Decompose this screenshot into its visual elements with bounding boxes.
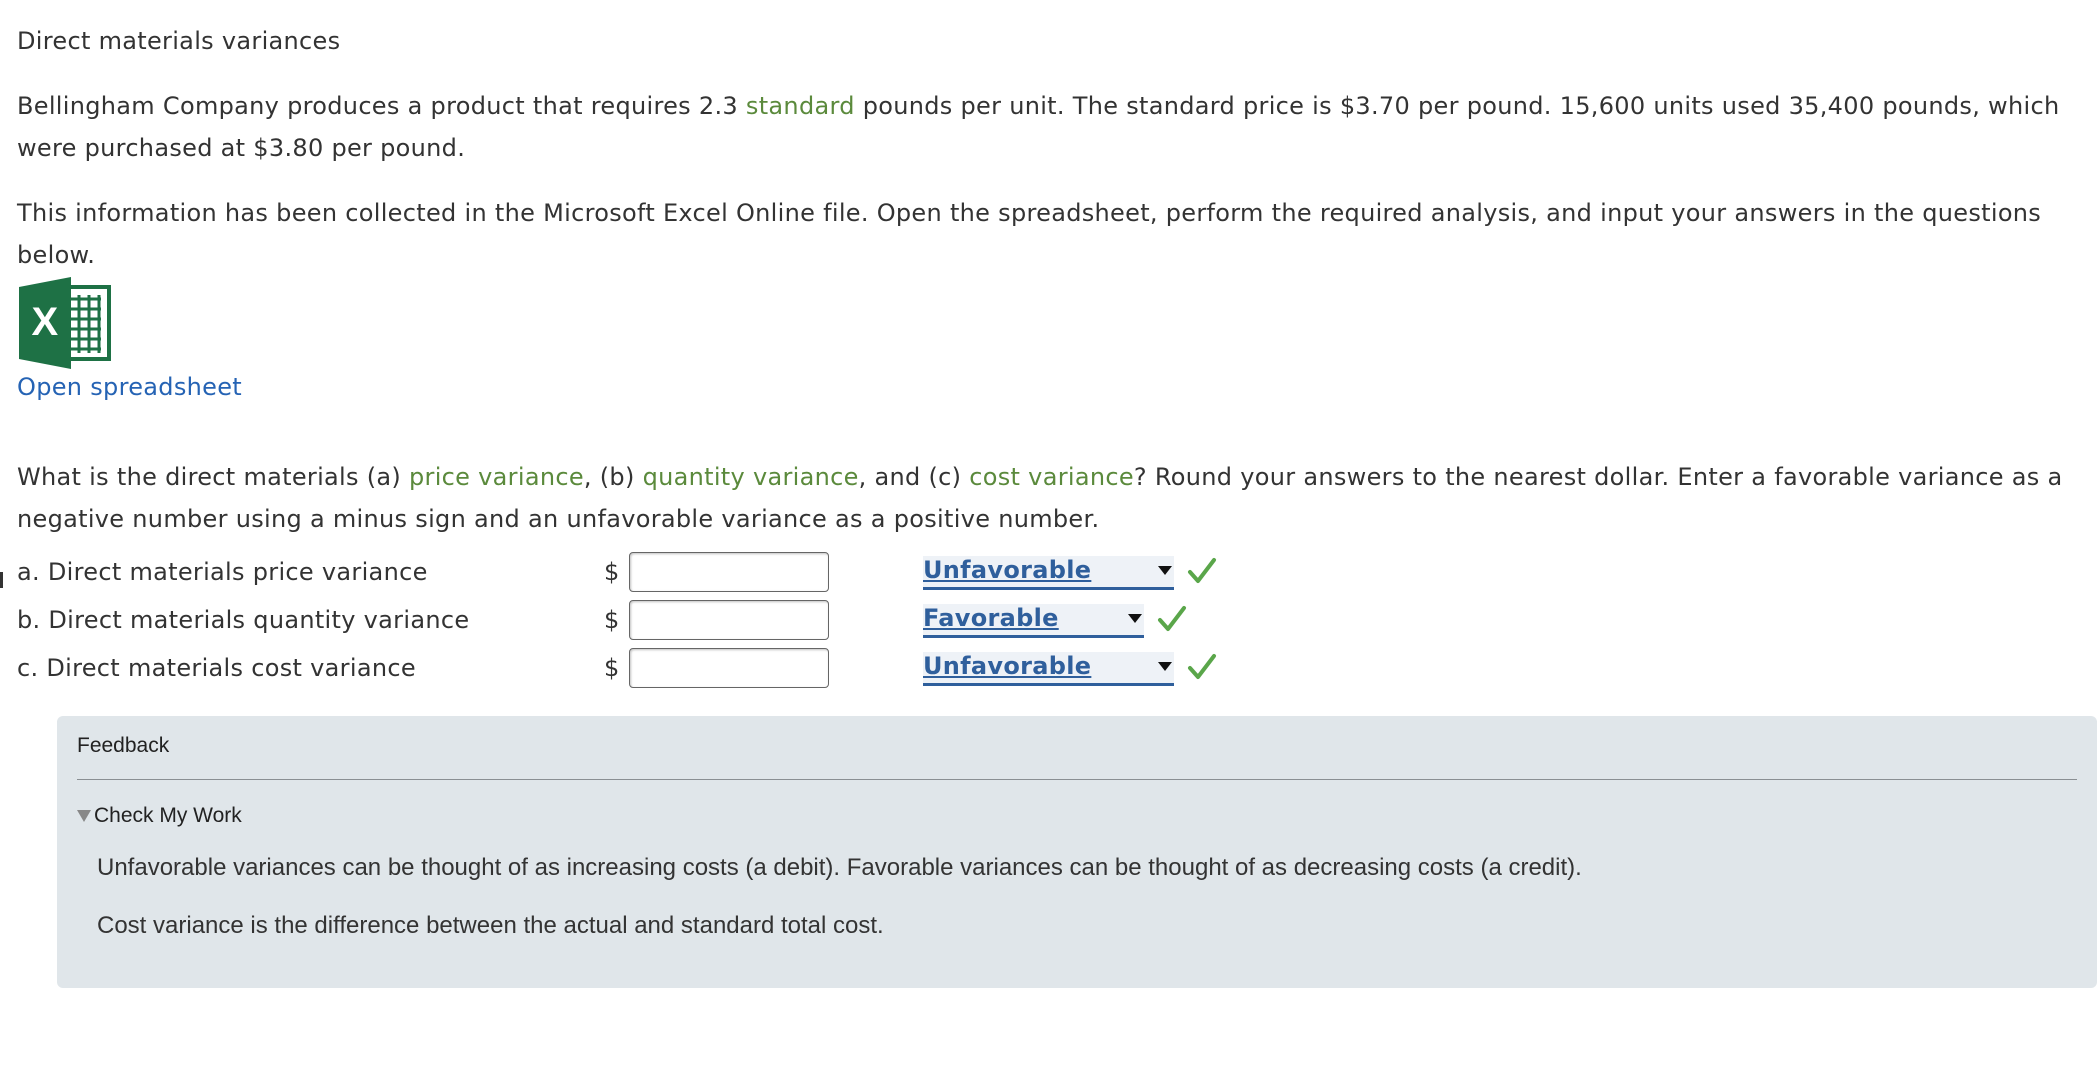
check-my-work-label: Check My Work — [94, 804, 242, 827]
row-label-price-variance: a. Direct materials price variance — [17, 558, 428, 586]
cost-variance-select[interactable] — [923, 652, 1174, 686]
row-label-quantity-variance: b. Direct materials quantity variance — [17, 606, 470, 634]
cost-variance-input[interactable] — [629, 648, 829, 688]
excel-icon[interactable] — [17, 277, 113, 369]
dropdown-caret-icon — [1158, 566, 1172, 575]
question-text-part: ? Round your answers to the nearest dollar. Enter a favorable variance as a negative number using a minus sign and an unfavorable variance as a positive number. — [17, 463, 2063, 533]
currency-symbol: $ — [604, 606, 620, 634]
row-label-cost-variance: c. Direct materials cost variance — [17, 654, 416, 682]
left-edge-marker — [0, 572, 3, 588]
question-text — [17, 456, 2077, 540]
question-text-part: , (b) — [583, 463, 643, 491]
feedback-line-2: Cost variance is the difference between the actual and standard total cost. — [97, 912, 884, 939]
currency-symbol: $ — [604, 558, 620, 586]
cost-variance-selected-value: Unfavorable — [923, 652, 1092, 680]
intro-text-after: pounds per unit. The standard price is $3.70 per pound. 15,600 units used 35,400 pounds, which were purchased at $3.80 per pound. — [17, 92, 2060, 162]
quantity-variance-selected-value: Favorable — [923, 604, 1059, 632]
feedback-panel — [57, 716, 2097, 988]
glossary-term-price-variance[interactable]: price variance — [409, 463, 584, 491]
question-text-part: What is the direct materials (a) — [17, 463, 410, 491]
price-variance-selected-value: Unfavorable — [923, 556, 1092, 584]
glossary-term-cost-variance[interactable]: cost variance — [969, 463, 1134, 491]
disclosure-triangle-icon — [77, 810, 91, 822]
price-variance-input[interactable] — [629, 552, 829, 592]
info-text: This information has been collected in the Microsoft Excel Online file. Open the spreadsheet, perform the required analysis, and input your answers in the questions below. — [17, 199, 2042, 269]
currency-symbol: $ — [604, 654, 620, 682]
intro-text-before: Bellingham Company produces a product that requires 2.3 — [17, 92, 746, 120]
dropdown-caret-icon — [1128, 614, 1142, 623]
quantity-variance-select[interactable] — [923, 604, 1144, 638]
feedback-title: Feedback — [77, 734, 170, 757]
quantity-variance-input[interactable] — [629, 600, 829, 640]
excel-icon-letter: X — [31, 300, 59, 344]
question-text-part: , and (c) — [858, 463, 970, 491]
glossary-term-standard[interactable]: standard — [745, 92, 855, 120]
dropdown-caret-icon — [1158, 662, 1172, 671]
checkmark-icon — [1187, 556, 1217, 586]
check-my-work-toggle[interactable] — [77, 804, 242, 828]
checkmark-icon — [1157, 604, 1187, 634]
feedback-divider — [77, 779, 2077, 780]
open-spreadsheet-link[interactable]: Open spreadsheet — [17, 373, 242, 401]
glossary-term-quantity-variance[interactable]: quantity variance — [642, 463, 859, 491]
page-title: Direct materials variances — [17, 27, 341, 55]
checkmark-icon — [1187, 652, 1217, 682]
problem-intro — [17, 85, 2077, 169]
price-variance-select[interactable] — [923, 556, 1174, 590]
feedback-line-1: Unfavorable variances can be thought of as increasing costs (a debit). Favorable variances can be thought of as decreasing costs (a credit). — [97, 854, 1582, 881]
